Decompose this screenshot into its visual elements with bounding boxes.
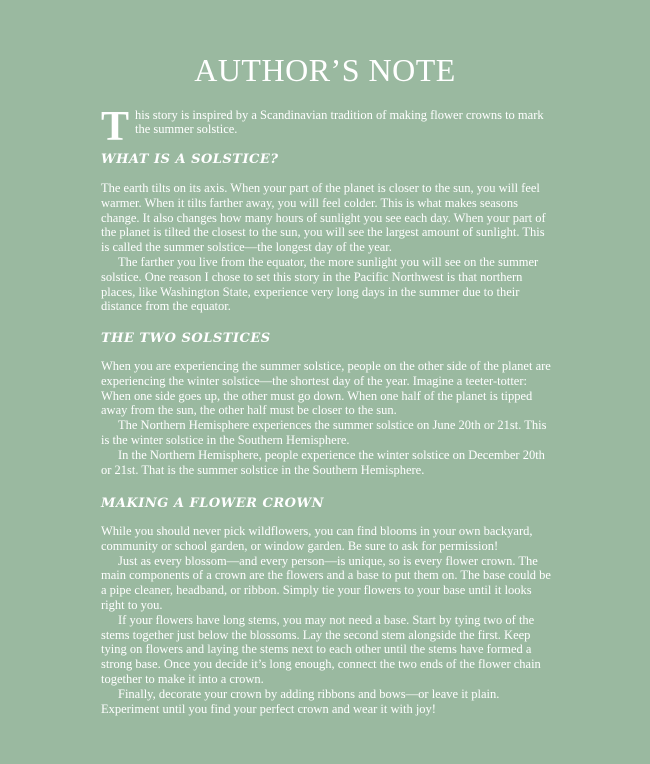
intro-paragraph [101, 104, 561, 150]
paragraph: The Northern Hemisphere experiences the summer solstice on June 20th or 21st. This is the winter solstice in the Southern Hemisphere. [101, 418, 547, 447]
paragraph: In the Northern Hemisphere, people experience the winter solstice on December 20th or 21st. That is the summer solstice in the Southern Hemisphere. [101, 447, 545, 477]
section-the-two-solstices [101, 331, 556, 477]
section-heading: WHAT IS A SOLSTICE? [101, 152, 279, 167]
section-heading: MAKING A FLOWER CROWN [101, 496, 324, 511]
paragraph: Just as every blossom—and every person—is unique, so is every flower crown. The main components of a crown are the flowers and a base to put them on. The base could be a pipe cleaner, headband, or ribbon. Simply tie your flowers to your base until it looks right to you. [101, 553, 551, 612]
section-body [101, 359, 556, 477]
page-title: AUTHOR’S NOTE [194, 52, 456, 88]
paragraph: If your flowers have long stems, you may not need a base. Start by tying two of the stems together just below the blossoms. Lay the second stem alongside the first. Keep tying on flowers and laying the stems next to each other until the stems have formed a strong base. Once you decide it’s long enough, connect the two ends of the flower chain together to make it into a crown. [101, 612, 541, 686]
drop-cap: T [101, 104, 130, 150]
intro-text: his story is inspired by a Scandinavian tradition of making flower crowns to mark the summer solstice. [135, 108, 544, 136]
section-making-a-flower-crown [101, 496, 556, 716]
paragraph: While you should never pick wildflowers, you can find blooms in your own backyard, community or school garden, or window garden. Be sure to ask for permission! [101, 524, 533, 553]
section-body [101, 524, 556, 716]
section-what-is-a-solstice [101, 152, 556, 314]
section-body [101, 181, 556, 314]
paragraph: The earth tilts on its axis. When your part of the planet is closer to the sun, you will feel warmer. When it tilts farther away, you will feel colder. This is what makes seasons change. It also changes how many hours of sunlight you see each day. When your part of the planet is tilted the closest to the sun, you will see the largest amount of sunlight. This is called the summer solstice—the longest day of the year. [101, 181, 546, 255]
paragraph: Finally, decorate your crown by adding ribbons and bows—or leave it plain. Experiment until you find your perfect crown and wear it with joy! [101, 686, 500, 716]
paragraph: When you are experiencing the summer solstice, people on the other side of the planet are experiencing the winter solstice—the shortest day of the year. Imagine a teeter-totter: When one side goes up, the other must go down. When one half of the planet is tipped away from the sun, the other half must be closer to the sun. [101, 359, 551, 418]
section-heading: THE TWO SOLSTICES [101, 331, 271, 346]
paragraph: The farther you live from the equator, the more sunlight you will see on the summer solstice. One reason I chose to set this story in the Pacific Northwest is that northern places, like Washington State, experience very long days in the summer due to their distance from the equator. [101, 254, 539, 314]
